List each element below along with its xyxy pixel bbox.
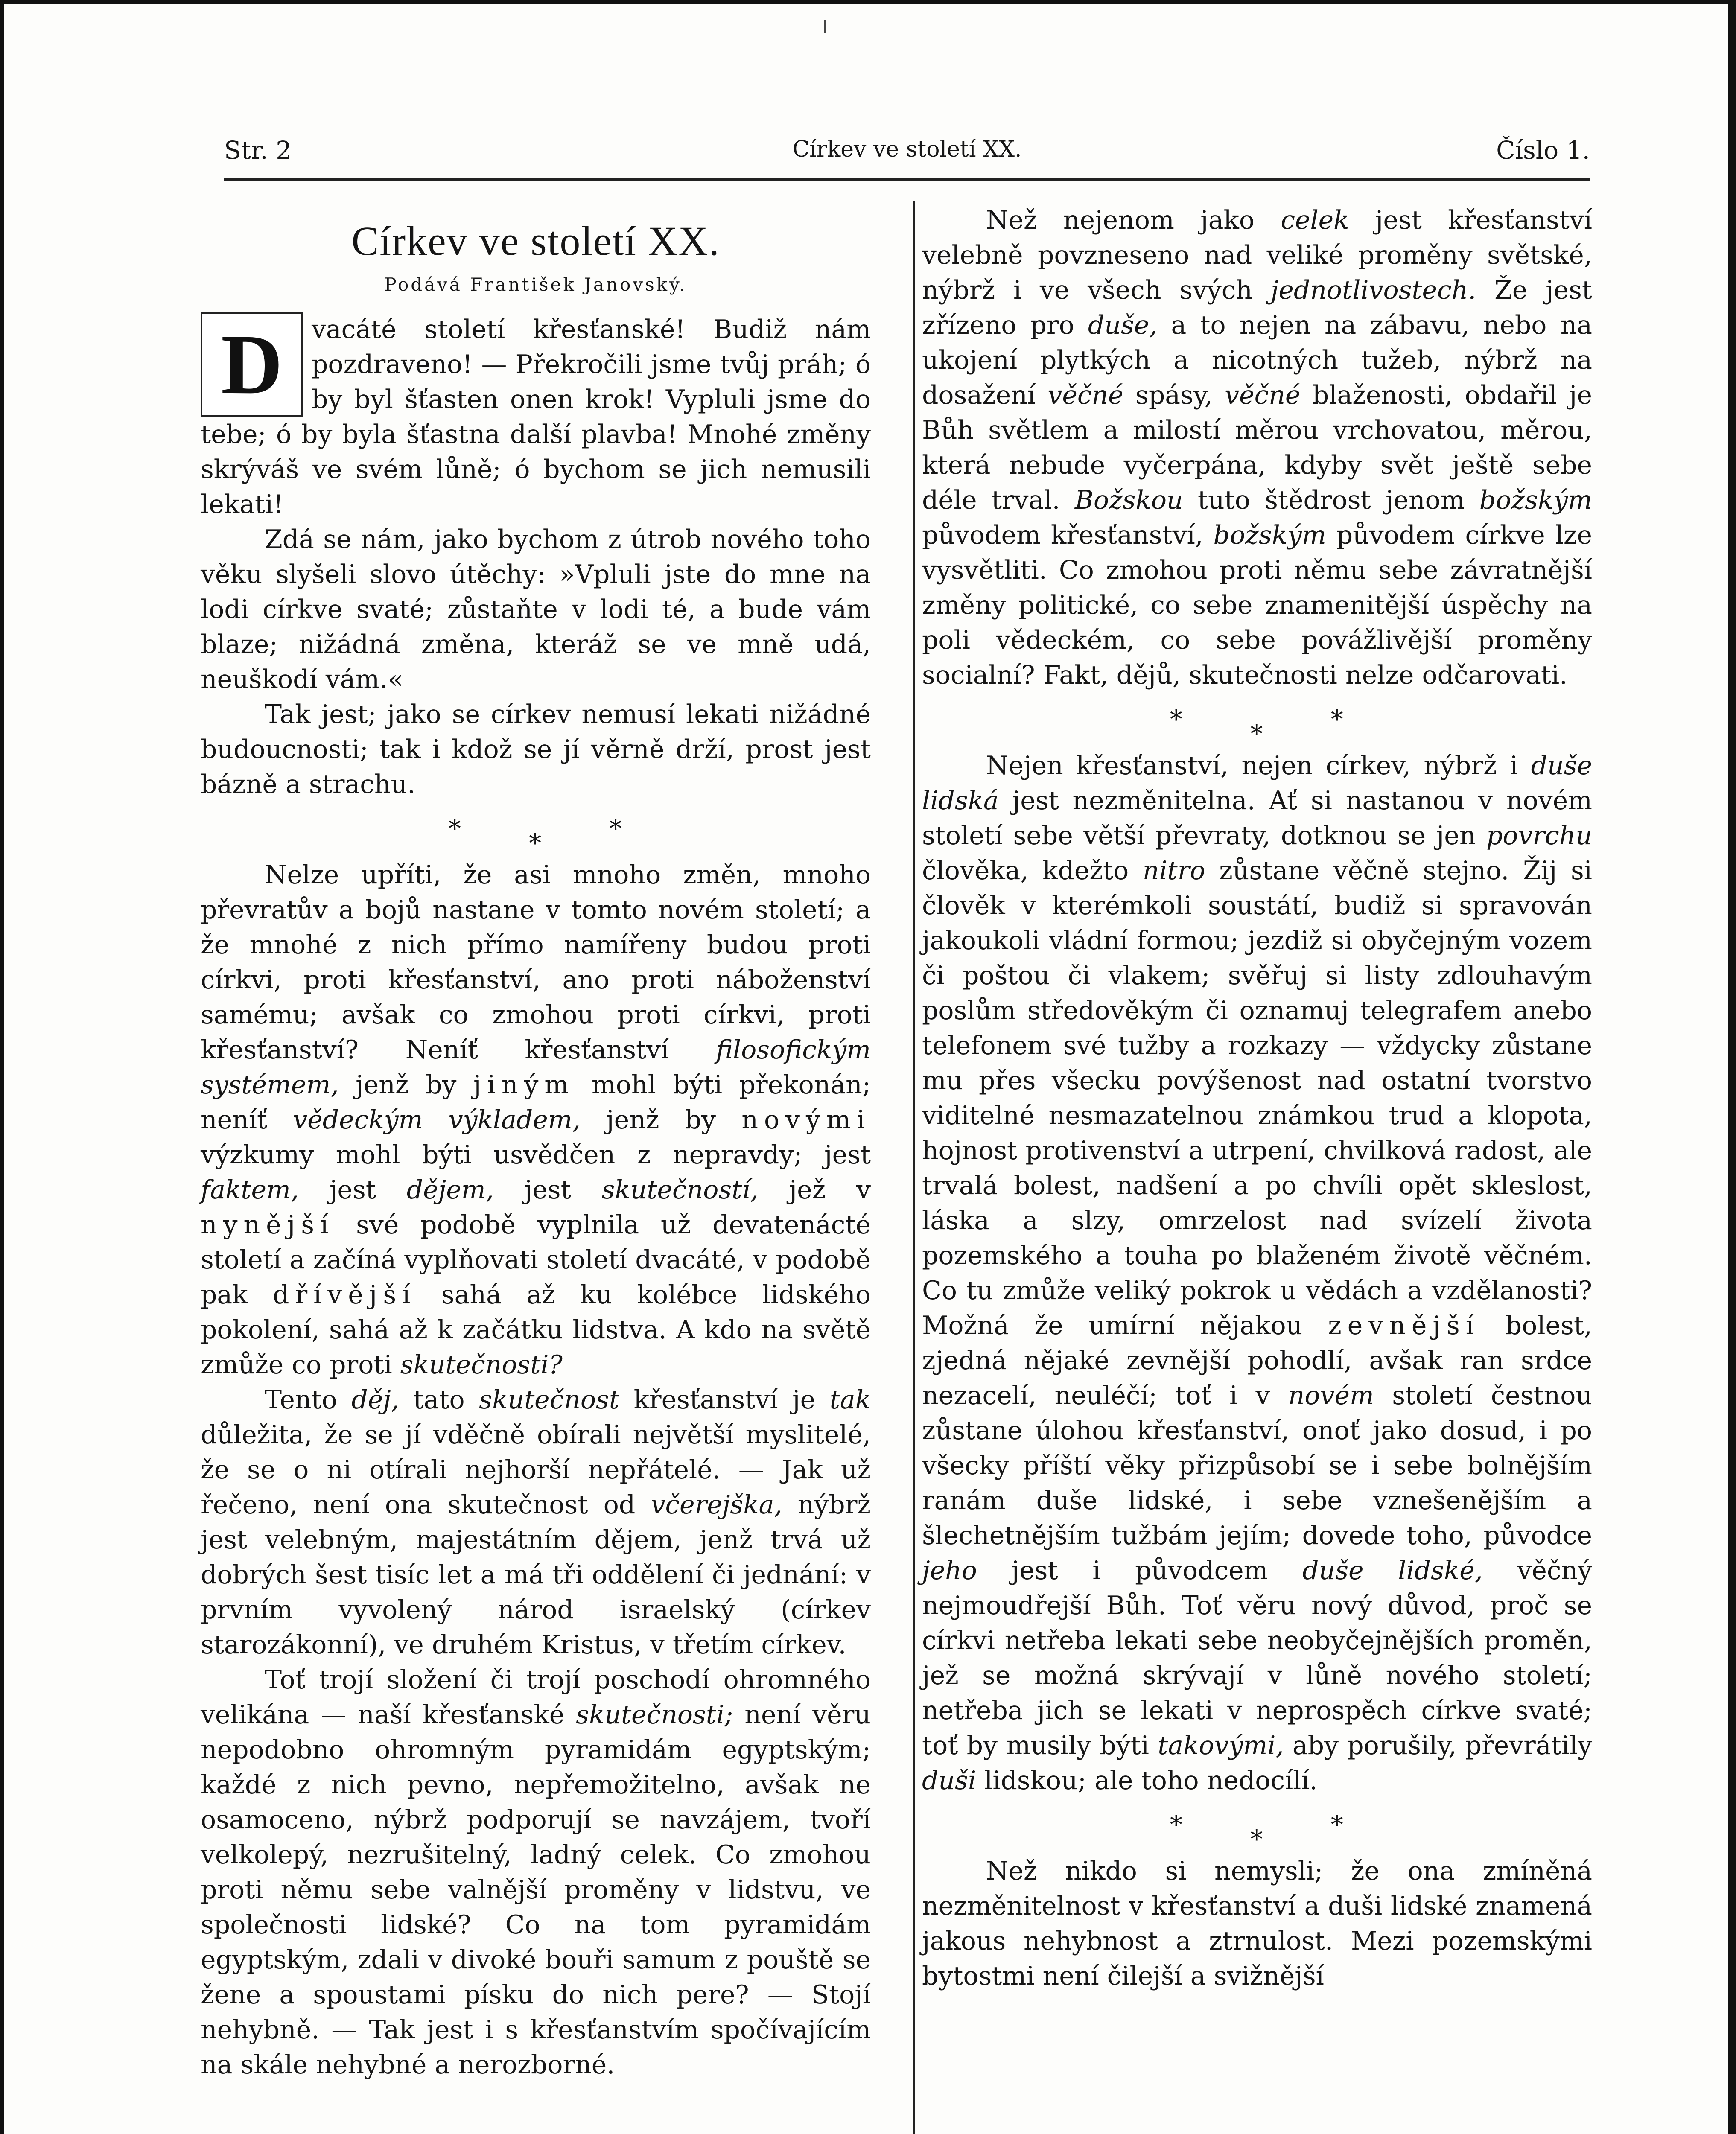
paragraph-6: Toť trojí složení či trojí poschodí ohromného velikána — naší křesťanské skutečnosti; není věru nepodobno ohromným pyramidám egyptským; každé z nich pevno, nepřemožitelno, avšak ne osamoceno, nýbrž podporují se navzájem, tvoří velkolepý, nezrušitelný, ladný celek. Co zmohou proti němu sebe valnější proměny v lidstvu, ve společnosti lidské? Co na tom pyramidám egyptským, zdali v divoké bouři samum z pouště se žene a spoustami písku do nich pere? — Stojí nehybně. — Tak jest i s křesťanstvím spočívajícím na skále nehybné a nerozborné.: [201, 1665, 871, 2080]
paragraph-3: Tak jest; jako se církev nemusí lekati nižádné budoucnosti; tak i kdož se jí věrně drží, prost jest bázně a strachu.: [201, 700, 871, 799]
paragraph-9: Než nikdo si nemysli; že ona zmíněná nezměnitelnost v křesťanství a duši lidské znamená jakous nehybnost a ztrnulost. Mezi pozemskými bytostmi není čilejší a svižnější: [922, 1856, 1592, 1991]
paragraph-1-text: vacáté století křesťanské! Budiž nám pozdraveno! — Překročili jsme tvůj práh; ó by byl šťasten onen krok! Vypluli jsme do tebe; ó by byla šťastna další plavba! Mnohé změny skrýváš ve svém lůně; ó bychom se jich nemusili lekati!: [201, 315, 871, 519]
page-number: Str. 2: [224, 136, 292, 165]
star: *: [609, 814, 622, 843]
section-separator: [922, 1798, 1592, 1854]
star: *: [1250, 1825, 1263, 1854]
star: *: [1330, 1810, 1343, 1839]
article-title: Církev ve století XX.: [351, 218, 720, 264]
column-divider: [913, 201, 915, 2134]
star: *: [448, 814, 461, 843]
section-separator: [201, 802, 871, 857]
star: *: [529, 828, 542, 857]
star: *: [1170, 705, 1182, 734]
paragraph-5: Tento děj, tato skutečnost křesťanství je tak důležita, že se jí vděčně obírali největší myslitelé, že se o ni otírali nejhorší nepřátelé. — Jak už řečeno, není ona skutečnost od včerejška, nýbrž jest velebným, majestátním dějem, jenž trvá už dobrých šest tisíc let a má tři oddělení či jednání: v prvním vyvolený národ israelský (církev starozákonní), ve druhém Kristus, v třetím církev.: [201, 1385, 871, 1660]
issue-number: Číslo 1.: [1496, 136, 1590, 165]
dropcap-letter: D: [221, 318, 283, 412]
scan-mark: [824, 20, 826, 33]
paragraph-4: Nelze upříti, že asi mnoho změn, mnoho převratův a bojů nastane v tomto novém století; a že mnohé z nich přímo namířeny budou proti církvi, proti křesťanství, ano proti náboženství samému; avšak co zmohou proti církvi, proti křesťanství? Neníť křesťanství filosofickým systémem, jenž by jiným mohl býti překonán; neníť vědeckým výkladem, jenž by novými výzkumy mohl býti usvědčen z nepravdy; jest faktem, jest dějem, jest skutečností, jež v nynější své podobě vyplnila už devatenácté století a začíná vyplňovati století dvacáté, v podobě pak dřívější sahá až ku kolébce lidského pokolení, sahá až k začátku lidstva. A kdo na světě zmůže co proti skutečnosti?: [201, 860, 871, 1380]
left-column: [201, 218, 871, 2082]
dropcap: [201, 312, 303, 417]
running-title: Církev ve století XX.: [792, 137, 1022, 162]
paragraph-1: [201, 312, 871, 522]
star: *: [1330, 705, 1343, 734]
star: *: [1170, 1810, 1182, 1839]
paragraph-8: Nejen křesťanství, nejen církev, nýbrž i duše lidská jest nezměnitelna. Ať si nastanou v novém století sebe větší převraty, dotknou se jen povrchu člověka, kdežto nitro zůstane věčně stejno. Žij si člověk v kterémkoli soustátí, budiž si spravován jakoukoli vládní formou; jezdiž si obyčejným vozem či poštou či vlakem; svěřuj si listy zdlouhavým poslům středověkým či oznamuj telegrafem anebo telefonem své tužby a rozkazy — vždycky zůstane mu přes všecku povýšenost nad ostatní tvorstvo viditelné nesmazatelnou známkou trud a klopota, hojnost protivenství a utrpení, chvilková radost, ale trvalá bolest, nadšení a po chvíli opět skleslost, láska a slzy, omrzelost nad svízelí života pozemského a touha po blaženém životě věčném. Co tu zmůže veliký pokrok u vědách a vzdělanosti? Možná že umírní nějakou zevnější bolest, zjedná nějaké zevnější pohodlí, avšak ran srdce nezacelí, neuléčí; toť i v novém století čestnou zůstane úlohou křesťanství, onoť jako dosud, i po všecky příští věky přizpůsobí se i sebe bolnějším ranám duše lidské, i sebe vznešenějším a šlechetnějším tužbám jejím; dovede toho, původce jeho jest i původcem duše lidské, věčný nejmoudřejší Bůh. Toť věru nový důvod, proč se církvi netřeba lekati sebe neobyčejnějších proměn, jež se možná skrývají v lůně nového století; netřeba jich se lekati v neprospěch církve svaté; toť by musily býti takovými, aby porušily, převrátily duši lidskou; ale toho nedocílí.: [922, 751, 1593, 1796]
header-rule: [224, 178, 1590, 181]
right-column: [922, 203, 1592, 1994]
article-byline: Podává František Janovský.: [384, 274, 687, 295]
paragraph-2: Zdá se nám, jako bychom z útrob nového toho věku slyšeli slovo útěchy: »Vpluli jste do mne na lodi církve svaté; zůstaňte v lodi té, a bude vám blaze; nižádná změna, kteráž se ve mně udá, neuškodí vám.«: [201, 525, 871, 694]
running-header: [224, 136, 1590, 178]
section-separator: [922, 693, 1592, 748]
paragraph-7: Než nejenom jako celek jest křesťanství velebně povzneseno nad veliké proměny světské, nýbrž i ve všech svých jednotlivostech. Že jest zřízeno pro duše, a to nejen na zábavu, nebo na ukojení plytkých a nicotných tužeb, nýbrž na dosažení věčné spásy, věčné blaženosti, obdařil je Bůh světlem a milostí měrou vrchovatou, měrou, která nebude vyčerpána, kdyby svět ještě sebe déle trval. Božskou tuto štědrost jenom božským původem křesťanství, božským původem církve lze vysvětliti. Co zmohou proti němu sebe závratnější změny politické, co sebe znamenitější úspěchy na poli vědeckém, co sebe povážlivější proměny socialní? Fakt, dějů, skutečnosti nelze odčarovati.: [922, 205, 1593, 690]
star: *: [1250, 719, 1263, 748]
